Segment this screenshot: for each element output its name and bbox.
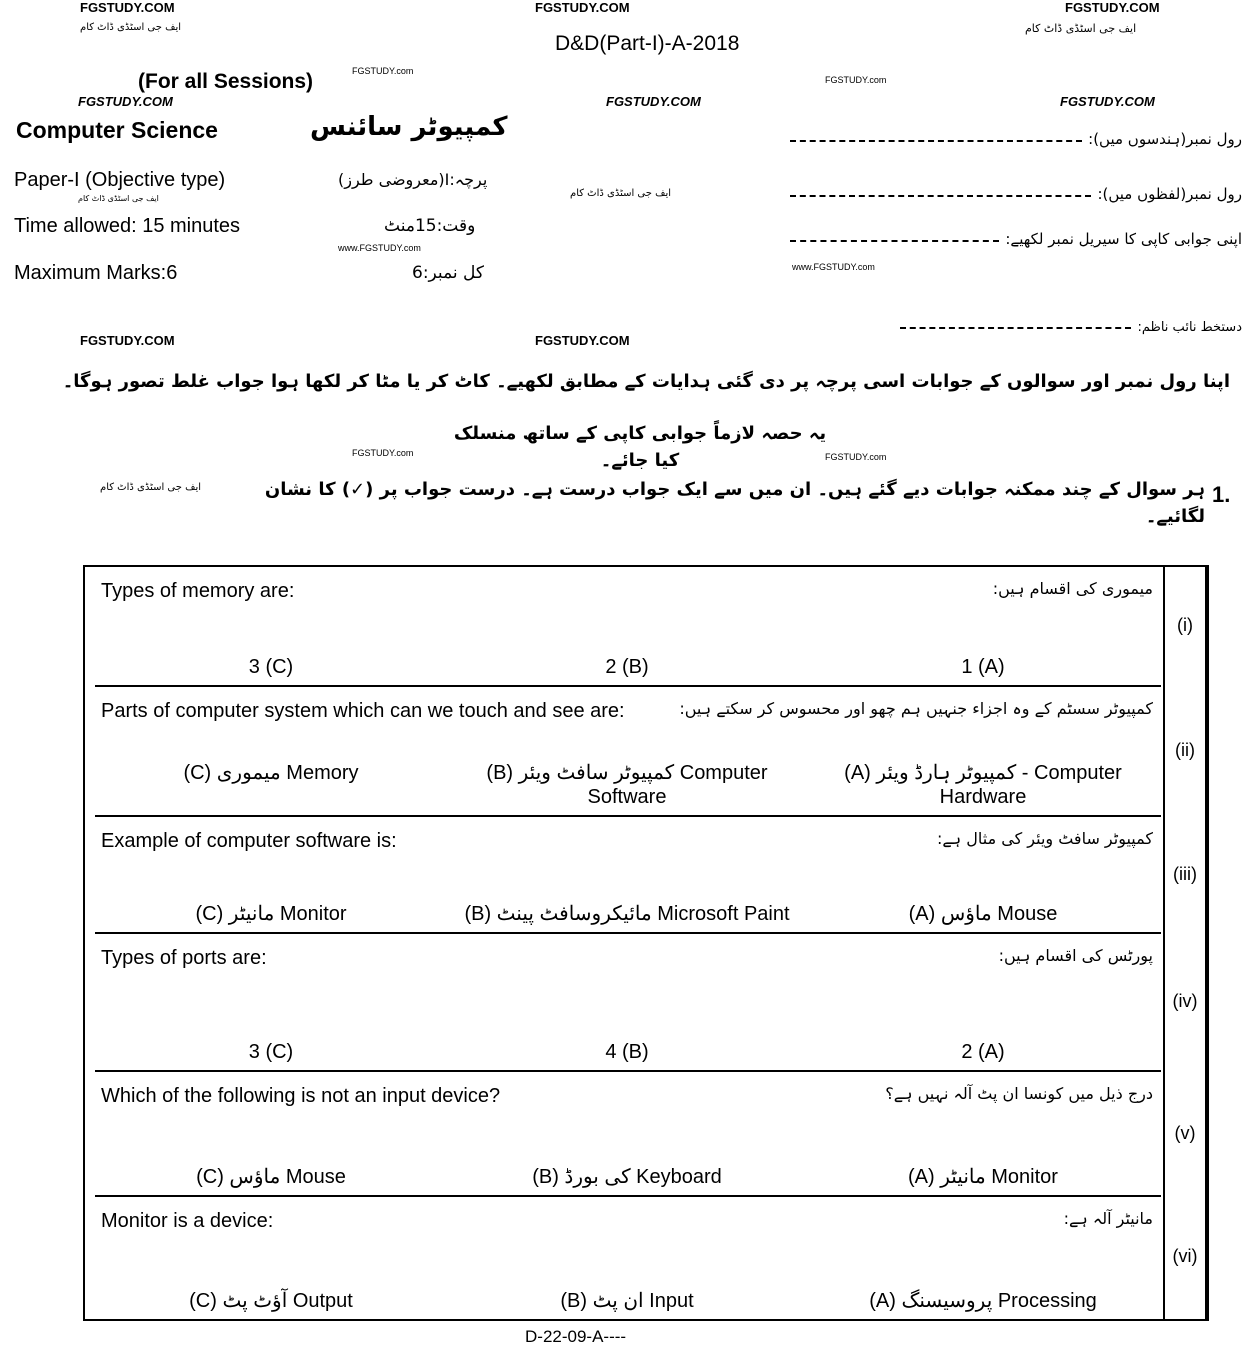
question-text-en: Parts of computer system which can we touch and see are: (101, 700, 625, 722)
watermark: FGSTUDY.COM (535, 0, 630, 15)
watermark: FGSTUDY.COM (606, 94, 701, 109)
question-line (101, 946, 1153, 970)
question-line (101, 579, 1153, 603)
subject-ur: کمپیوٹر سائنس (310, 112, 508, 142)
max-marks-ur: کل نمبر:6 (412, 263, 484, 283)
question-1-instruction: ہر سوال کے چند ممکنہ جوابات دیے گئے ہیں۔ ان میں سے ایک جواب درست ہے۔ درست جواب پر (✓) کا نشان لگائیے۔ (264, 479, 1205, 527)
options-line (101, 1040, 1153, 1064)
question-text-ur: کمپیوٹر سسٹم کے وہ اجزاء جنہیں ہم چھو اور محسوس کر سکتے ہیں: (679, 699, 1153, 718)
question-number: (i) (1177, 615, 1193, 635)
option-a[interactable]: 1 (A) (961, 656, 1005, 678)
options-line (101, 1165, 1153, 1189)
sessions: (For all Sessions) (138, 70, 314, 93)
option-a[interactable]: (A) کمپیوٹر ہارڈ ویئر - Computer Hardware (844, 762, 1122, 808)
question-text-ur: میموری کی اقسام ہیں: (992, 579, 1153, 598)
question-text-en: Which of the following is not an input device? (101, 1085, 501, 1107)
roll-number-words-field[interactable] (790, 195, 1091, 197)
watermark: FGSTUDY.COM (1065, 0, 1160, 15)
option-a[interactable]: (A) مانیٹر Monitor (908, 1166, 1058, 1188)
question-number-column (1163, 567, 1207, 1319)
question-text-en: Example of computer software is: (101, 830, 397, 852)
option-c[interactable]: (C) میموری Memory (183, 762, 359, 784)
option-c[interactable]: 3 (C) (248, 1041, 294, 1063)
question-number: (iii) (1173, 863, 1197, 884)
option-b[interactable]: 4 (B) (605, 1041, 649, 1063)
option-b[interactable]: (B) کی بورڈ Keyboard (532, 1166, 722, 1188)
roll-number-words-row (790, 185, 1242, 203)
roll-number-words-label: رول نمبر(لفظوں میں): (1097, 185, 1242, 203)
serial-number-row (790, 230, 1242, 248)
serial-number-label: اپنی جوابی کاپی کا سیریل نمبر لکھیے: (1005, 230, 1242, 248)
question-number: (ii) (1175, 740, 1195, 760)
watermark: FGSTUDY.com (352, 448, 414, 458)
option-a[interactable]: (A) ماؤس Mouse (908, 903, 1058, 925)
signature-row (900, 320, 1242, 335)
question-number: (iv) (1172, 991, 1198, 1011)
option-c[interactable]: (C) آؤٹ پٹ Output (189, 1290, 353, 1312)
watermark-urdu: ایف جی اسٹڈی ڈاٹ کام (1025, 22, 1137, 35)
option-c[interactable]: (C) مانیٹر Monitor (195, 903, 347, 925)
question-line (101, 829, 1153, 853)
watermark: FGSTUDY.com (825, 452, 887, 462)
roll-number-digits-row (790, 130, 1242, 148)
question-row (95, 1197, 1161, 1319)
question-text-en: Types of memory are: (101, 580, 295, 602)
question-number: (vi) (1172, 1246, 1198, 1266)
option-a[interactable]: (A) پروسیسنگ Processing (869, 1290, 1097, 1312)
question-text-en: Types of ports are: (101, 947, 267, 969)
question-text-en: Monitor is a device: (101, 1210, 274, 1232)
option-b[interactable]: 2 (B) (605, 656, 649, 678)
mcq-table (83, 565, 1209, 1321)
watermark: FGSTUDY.COM (1060, 94, 1155, 109)
paper-type-en: Paper-I (Objective type) (14, 169, 226, 191)
instruction-line-1: اپنا رول نمبر اور سوالوں کے جوابات اسی پرچہ پر دی گئی ہدایات کے مطابق لکھیے۔ کاٹ کر یا مٹا کر لکھا ہوا جواب غلط تصور ہوگا۔ (62, 371, 1230, 392)
time-allowed-ur: وقت:15منٹ (384, 216, 476, 236)
watermark: FGSTUDY.com (352, 66, 414, 76)
question-row (95, 817, 1161, 934)
question-text-ur: مانیٹر آلہ ہے: (1063, 1209, 1153, 1228)
signature-field[interactable] (900, 327, 1131, 329)
watermark: www.FGSTUDY.com (338, 243, 421, 253)
question-row (95, 687, 1161, 817)
options-line (101, 1289, 1153, 1313)
roll-number-digits-field[interactable] (790, 140, 1082, 142)
question-text-ur: درج ذیل میں کونسا ان پٹ آلہ نہیں ہے؟ (885, 1084, 1153, 1103)
option-b[interactable]: (B) مائیکروسافٹ پینٹ Microsoft Paint (464, 903, 790, 925)
option-b[interactable]: (B) کمپیوٹر سافٹ ویئر Computer Software (486, 762, 768, 808)
watermark-urdu: ایف جی اسٹڈی ڈاٹ کام (80, 22, 182, 33)
question-row (95, 1072, 1161, 1197)
watermark: FGSTUDY.COM (80, 0, 175, 15)
watermark-urdu: ایف جی اسٹڈی ڈاٹ کام (100, 482, 202, 493)
question-text-ur: پورٹس کی اقسام ہیں: (998, 946, 1153, 965)
question-line (101, 1209, 1153, 1233)
serial-number-field[interactable] (790, 240, 999, 242)
watermark: FGSTUDY.com (825, 75, 887, 85)
question-line (101, 1084, 1153, 1108)
watermark: FGSTUDY.COM (78, 94, 173, 109)
footer-code: D-22-09-A---- (525, 1327, 627, 1346)
options-line (101, 761, 1153, 809)
time-allowed-en: Time allowed: 15 minutes (14, 215, 241, 237)
roll-number-digits-label: رول نمبر(ہندسوں میں): (1088, 130, 1242, 148)
watermark: FGSTUDY.COM (80, 333, 175, 348)
question-line (101, 699, 1153, 723)
signature-label: دستخط نائب ناظم: (1137, 320, 1242, 335)
option-a[interactable]: 2 (A) (961, 1041, 1005, 1063)
subject-en: Computer Science (16, 117, 218, 143)
instruction-line-2: یہ حصہ لازماً جوابی کاپی کے ساتھ منسلک کیا جائے۔ (453, 423, 827, 471)
watermark: www.FGSTUDY.com (792, 262, 875, 272)
paper-code: D&D(Part-I)-A-2018 (555, 32, 740, 55)
option-c[interactable]: (C) ماؤس Mouse (196, 1166, 346, 1188)
watermark-urdu: ایف جی اسٹڈی ڈاٹ کام (78, 194, 159, 203)
question-number: 1. (1212, 482, 1231, 507)
watermark: FGSTUDY.COM (535, 333, 630, 348)
question-number: (v) (1174, 1122, 1196, 1143)
watermark-urdu: ایف جی اسٹڈی ڈاٹ کام (570, 188, 672, 199)
question-text-ur: کمپیوٹر سافٹ ویئر کی مثال ہے: (937, 829, 1153, 848)
question-row (95, 567, 1161, 687)
max-marks-en: Maximum Marks:6 (14, 262, 178, 284)
options-line (101, 902, 1153, 926)
question-row (95, 934, 1161, 1072)
options-line (101, 655, 1153, 679)
option-b[interactable]: (B) ان پٹ Input (560, 1290, 694, 1312)
paper-type-ur: پرچہ:I(معروضی طرز) (338, 170, 488, 189)
option-c[interactable]: 3 (C) (248, 656, 294, 678)
